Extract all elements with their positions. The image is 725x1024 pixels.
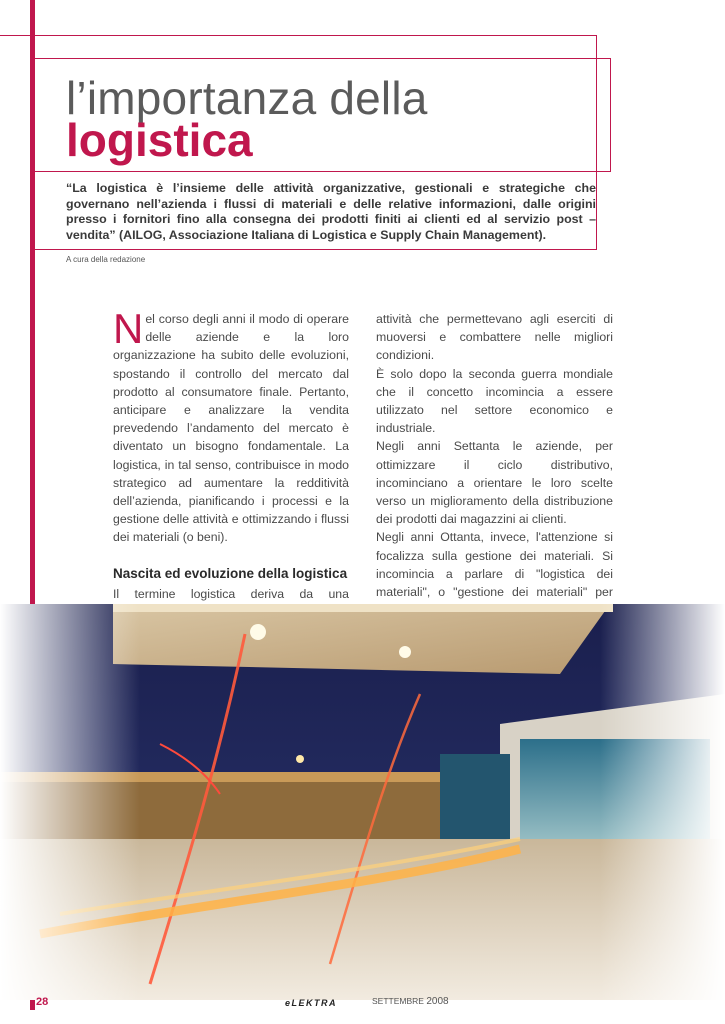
drop-cap: N — [113, 305, 144, 352]
lead-quote: “La logistica è l’insieme delle attività organizzative, gestionali e strategiche che governano nell’azienda i flussi di materiali e delle relative informazioni, dalle origini presso i fornitori fino alla consegna dei prodotti finiti ai clienti ed al servizio post – vendita” (AILOG, Associazione Italiana di Logistica e Supply Chain Management). — [66, 181, 596, 242]
frame-title-right-line — [610, 58, 611, 171]
page-number: 28 — [36, 996, 49, 1008]
frame-title-rule — [35, 58, 610, 59]
article-paragraph: È solo dopo la seconda guerra mondiale che il concetto incomincia a essere utilizzato nel settore economico e industriale. — [376, 366, 613, 436]
magazine-logo: eLEKTRA — [285, 998, 338, 1008]
issue-year: 2008 — [426, 996, 449, 1007]
issue-month: SETTEMBRE — [372, 996, 424, 1006]
article-column-1 — [113, 305, 349, 639]
article-paragraph: attività che permettevano agli eserciti di muoversi e combattere nelle migliori condizioni. — [376, 312, 613, 363]
issue-date — [372, 996, 449, 1007]
frame-title-bottom-rule — [35, 171, 611, 172]
article-column-2 — [376, 310, 613, 638]
logistics-hub-photo — [0, 604, 725, 1000]
photo-illustration — [0, 604, 725, 1000]
frame-top-line — [0, 35, 596, 36]
article-paragraph: Negli anni Settanta le aziende, per ottimizzare il ciclo distributivo, incominciano a orientare le loro scelte verso un miglioramento della distribuzione dei prodotti dai magazzini ai clienti. — [376, 439, 613, 527]
frame-lead-bottom-rule — [35, 249, 597, 250]
frame-right-line — [596, 35, 597, 250]
page-title-line1: l’importanza della — [66, 72, 428, 124]
article-paragraph: Negli anni Ottanta, invece, l'attenzione si focalizza sulla gestione dei materiali. Si incomincia a parlare di "logistica dei materiali", o "gestione dei materiali" per — [376, 530, 613, 600]
paragraph-text: el corso degli anni il modo di operare delle aziende e la loro organizzazione ha subito delle evoluzioni, spostando il controllo del mercato dal prodotto al consumatore finale. Pertanto, anticipare e analizzare la vendita prevedendo l’andamento del mercato è diventato un bisogno fondamentale. La logistica, in tal senso, contribuisce in modo strategico ad aumentare la redditività dell’azienda, pianificando i processi e la gestione delle attività e ottimizzando i flussi dei materiali (o beni). — [113, 312, 349, 545]
author-credit: A cura della redazione — [66, 255, 146, 264]
article-paragraph — [113, 305, 349, 547]
article-paragraph: Il termine logistica deriva da una — [113, 586, 349, 601]
section-heading: Nascita ed evoluzione della logistica — [113, 565, 348, 581]
page-title-line2: logistica — [66, 114, 253, 166]
